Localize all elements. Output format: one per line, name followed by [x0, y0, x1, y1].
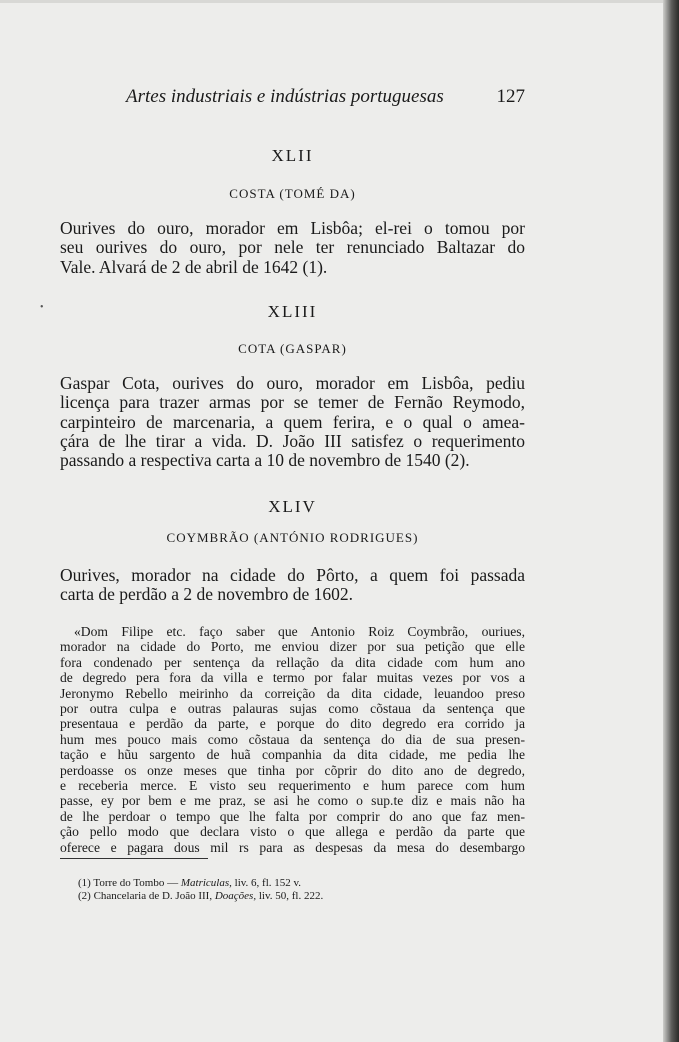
section-body-xliv — [60, 566, 525, 605]
section-body-xliii — [60, 374, 525, 470]
page-top-edge — [0, 0, 679, 3]
quote-line: hum mes pouco mais como cõstaua da sentença do dia de sua presen- — [60, 731, 525, 747]
body-line: Ourives, morador na cidade do Pôrto, a quem foi passada — [60, 565, 525, 585]
quote-line: passe, ey por bem e me praz, se asi he como o sup.te diz e mais não ha — [60, 793, 525, 809]
footnote-marker: (1) — [78, 877, 91, 889]
footnote-text-before: Torre do Tombo — — [93, 877, 181, 889]
quote-line: de lhe perdoar o tempo que lhe falta por comprir do ano que faz men- — [60, 808, 525, 824]
body-line: Vale. Alvará de 2 de abril de 1642 (1). — [60, 256, 328, 277]
section-name-xliv: COYMBRÃO (ANTÓNIO RODRIGUES) — [166, 530, 419, 545]
running-head-title: Artes industriais e indústrias portuguesas — [126, 86, 444, 107]
quote-line: tação e hũu sargento de huã companhia da dita cidade, me pedia lhe — [60, 747, 525, 763]
quote-line: perdoasse os onze meses que tinha por cõprir do dito ano de degredo, — [60, 762, 525, 778]
footnote-rule — [60, 858, 208, 859]
quote-line: por outra culpa e outras palauras sujas como cõstaua da sentença que — [60, 701, 525, 717]
body-line: Ourives do ouro, morador em Lisbôa; el-rei o tomou por — [60, 218, 525, 238]
footnote-text-after: liv. 6, fl. 152 v. — [231, 877, 302, 889]
section-name-xlii: COSTA (TOMÉ DA) — [229, 186, 356, 201]
section-number-xliii: XLIII — [267, 302, 318, 321]
footnote-text-after: liv. 50, fl. 222. — [256, 890, 324, 902]
body-line: Gaspar Cota, ourives do ouro, morador em Lisbôa, pediu — [60, 373, 525, 393]
section-number-xliv: XLIV — [268, 497, 317, 516]
section-number-xlii: XLII — [271, 146, 314, 165]
body-line: carta de perdão a 2 de novembro de 1602. — [60, 584, 354, 605]
section-name-xliii: COTA (GASPAR) — [238, 341, 347, 356]
body-line: seu ourives do ouro, por nele ter renunciado Baltazar do — [60, 237, 525, 258]
footnote-italic: Matriculas, — [180, 877, 232, 889]
quote-line: presentaua e perdão da parte, e porque do dito degredo era corrido ja — [60, 716, 525, 732]
running-head — [60, 86, 525, 110]
footnote-italic: Doações, — [214, 890, 257, 902]
footnote-text-before: Chancelaria de D. João III, — [93, 890, 215, 902]
quote-line: morador na cidade do Porto, me enviou dizer por sua petição que elle — [60, 639, 525, 655]
quote-line: de degredo pera fora da villa e termo por falar muitas vezes por vos a — [60, 670, 525, 686]
body-line: passando a respectiva carta a 10 de novembro de 1540 (2). — [60, 450, 470, 471]
body-line: çára de lhe tirar a vida. D. João III satisfez o requerimento — [60, 430, 525, 451]
quote-line: Jeronymo Rebello meirinho da correição da dita cidade, leuandoo preso — [60, 685, 525, 701]
footnote-2 — [78, 890, 323, 902]
quote-line: «Dom Filipe etc. faço saber que Antonio Roiz Coymbrão, ouriues, — [74, 624, 525, 639]
quote-line: e receberia merce. E visto seu requerimento e hum parece com hum — [60, 778, 525, 794]
margin-dot: • — [40, 302, 44, 313]
quote-line: oferece e pagara dous mil rs para as despesas da mesa do desembargo — [60, 839, 525, 855]
footnote-1 — [78, 877, 301, 889]
page-number: 127 — [496, 86, 525, 107]
quoted-document — [60, 624, 525, 855]
footnote-marker: (2) — [78, 890, 91, 902]
section-body-xlii — [60, 219, 525, 277]
body-line: carpinteiro de marcenaria, a quem ferira, e o qual o amea- — [60, 411, 525, 432]
quote-line: ção pello modo que declara visto o que allega e perdão da parte que — [60, 824, 525, 840]
quote-line: fora condenado per sentença da rellação da dita cidade com hum ano — [60, 654, 525, 670]
book-spine-shadow — [663, 0, 679, 1042]
body-line: licença para trazer armas por se temer de Fernão Reymodo, — [60, 392, 525, 413]
